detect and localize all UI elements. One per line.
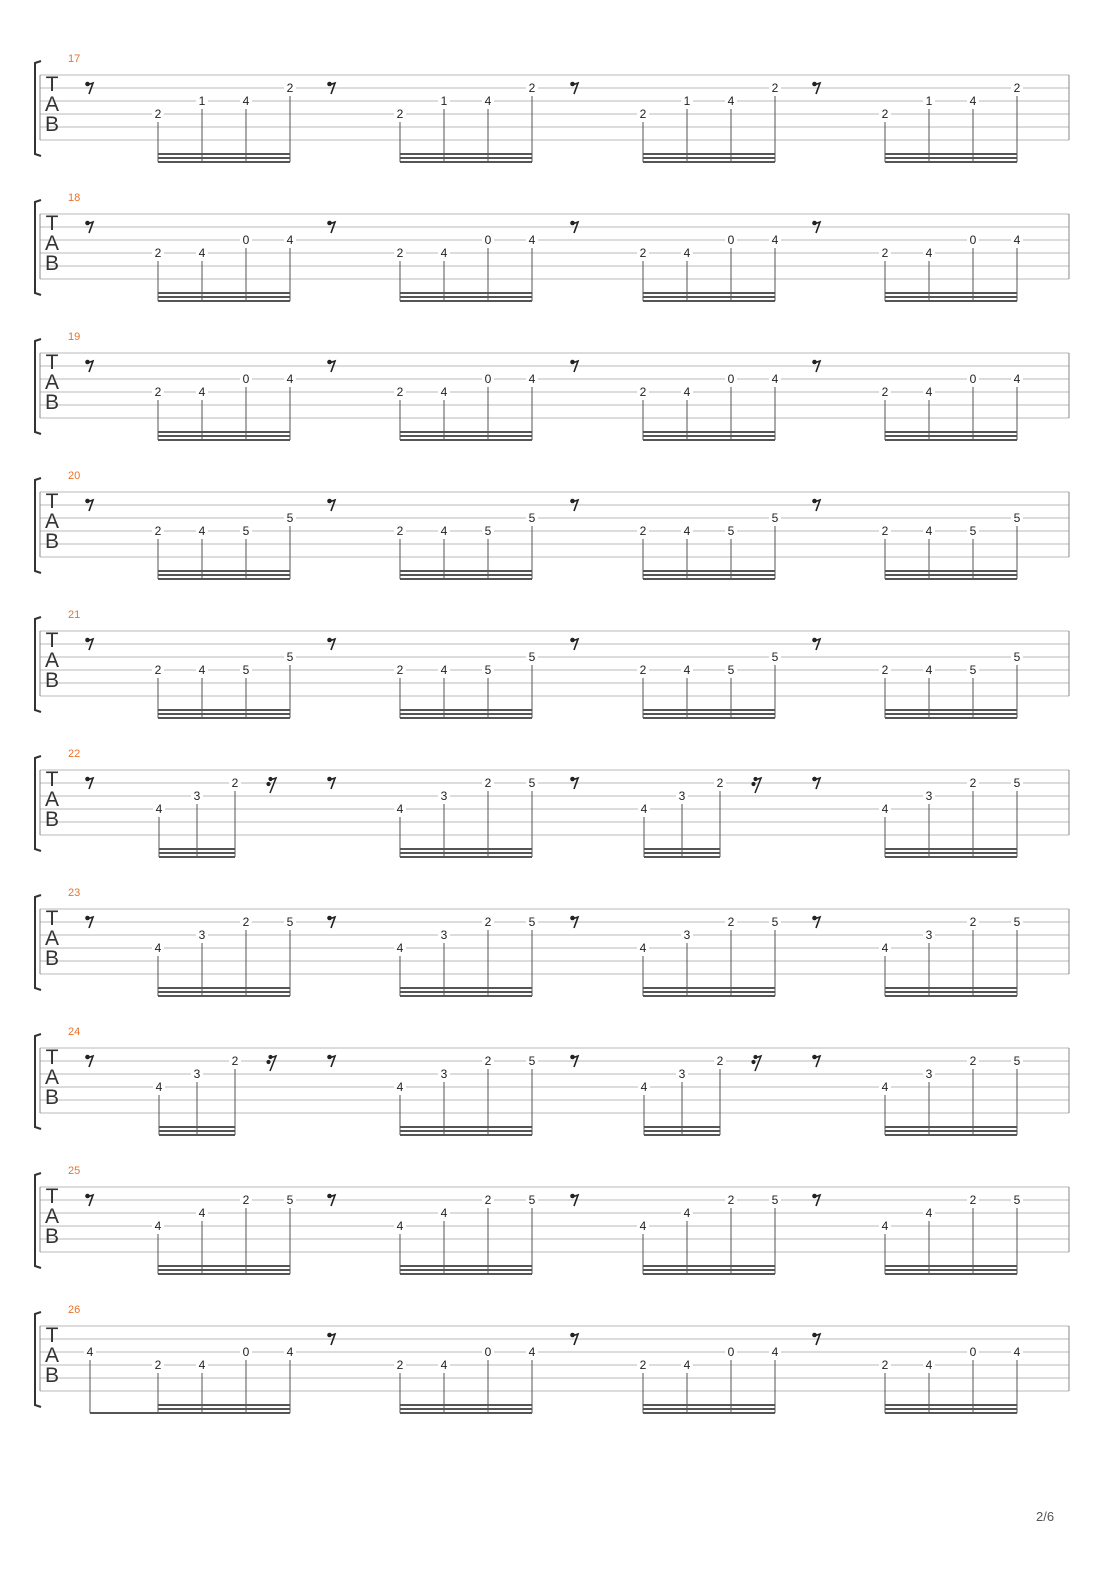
fret-number: 1 <box>683 94 691 108</box>
fret-number: 0 <box>969 233 977 247</box>
fret-number: 4 <box>771 1345 779 1359</box>
fret-number: 5 <box>771 1193 779 1207</box>
fret-number: 2 <box>881 385 889 399</box>
beat-group <box>327 1193 538 1274</box>
tab-system <box>35 748 1069 857</box>
fret-number: 2 <box>727 1193 735 1207</box>
tab-clef-letter: B <box>44 669 60 692</box>
beat-group <box>812 915 1023 996</box>
fret-number: 4 <box>86 1345 94 1359</box>
fret-number: 1 <box>198 94 206 108</box>
fret-number: 5 <box>528 776 536 790</box>
fret-number: 4 <box>198 1206 206 1220</box>
tab-clef-letter: A <box>44 788 60 811</box>
tab-system <box>35 609 1069 718</box>
fret-number: 4 <box>155 802 163 816</box>
fret-number: 2 <box>231 776 239 790</box>
fret-number: 5 <box>528 1193 536 1207</box>
beat-group <box>812 1054 1023 1135</box>
fret-number: 2 <box>969 915 977 929</box>
beat-group <box>85 915 296 996</box>
beat-group <box>812 221 1023 301</box>
fret-number: 0 <box>727 1345 735 1359</box>
beat-group <box>85 776 276 857</box>
beat-group <box>327 1333 538 1413</box>
tab-clef-letter: T <box>45 907 59 930</box>
fret-number: 2 <box>639 1358 647 1372</box>
beat-group <box>85 360 296 440</box>
fret-number: 4 <box>640 1080 648 1094</box>
fret-number: 2 <box>727 915 735 929</box>
fret-number: 2 <box>484 1193 492 1207</box>
fret-number: 0 <box>242 1345 250 1359</box>
fret-number: 2 <box>286 81 294 95</box>
fret-number: 3 <box>925 1067 933 1081</box>
fret-number: 4 <box>286 1345 294 1359</box>
fret-number: 2 <box>881 246 889 260</box>
tab-clef-letter: T <box>45 768 59 791</box>
tab-system <box>35 887 1069 996</box>
fret-number: 1 <box>925 94 933 108</box>
fret-number: 3 <box>193 1067 201 1081</box>
sixteenth-rest <box>266 1055 276 1071</box>
fret-number: 4 <box>639 941 647 955</box>
tab-clef-letter: A <box>44 927 60 950</box>
fret-number: 2 <box>242 1193 250 1207</box>
beat-group <box>570 81 781 162</box>
tab-clef-letter: A <box>44 93 60 116</box>
beat-group <box>812 1193 1023 1274</box>
fret-number: 4 <box>639 1219 647 1233</box>
tab-clef-letter: T <box>45 1046 59 1069</box>
fret-number: 5 <box>528 511 536 525</box>
beat-group <box>327 915 538 996</box>
fret-number: 2 <box>396 1358 404 1372</box>
fret-number: 5 <box>1013 1054 1021 1068</box>
fret-number: 2 <box>716 1054 724 1068</box>
fret-number: 5 <box>969 663 977 677</box>
measure-number: 19 <box>68 331 81 343</box>
beat-group <box>327 499 538 579</box>
tab-clef-letter: T <box>45 73 59 96</box>
fret-number: 4 <box>198 663 206 677</box>
fret-number: 2 <box>154 107 162 121</box>
fret-number: 2 <box>771 81 779 95</box>
fret-number: 5 <box>771 511 779 525</box>
sixteenth-rest <box>266 777 276 793</box>
tab-system <box>35 1304 1069 1413</box>
fret-number: 4 <box>683 385 691 399</box>
fret-number: 4 <box>925 246 933 260</box>
beat-group <box>570 360 781 440</box>
tab-clef-letter: B <box>44 1086 60 1109</box>
fret-number: 4 <box>925 524 933 538</box>
fret-number: 5 <box>1013 1193 1021 1207</box>
tab-system <box>35 1165 1069 1274</box>
beat-group <box>327 1054 538 1135</box>
fret-number: 3 <box>193 789 201 803</box>
tab-clef-letter: T <box>45 1324 59 1347</box>
tab-system <box>35 53 1069 162</box>
fret-number: 4 <box>640 802 648 816</box>
fret-number: 4 <box>154 1219 162 1233</box>
fret-number: 2 <box>154 1358 162 1372</box>
fret-number: 4 <box>925 1206 933 1220</box>
fret-number: 4 <box>286 372 294 386</box>
fret-number: 1 <box>440 94 448 108</box>
fret-number: 0 <box>727 372 735 386</box>
fret-number: 0 <box>727 233 735 247</box>
fret-number: 4 <box>396 1080 404 1094</box>
fret-number: 5 <box>528 915 536 929</box>
fret-number: 4 <box>1013 233 1021 247</box>
fret-number: 2 <box>484 776 492 790</box>
tab-clef-letter: T <box>45 490 59 513</box>
beat-group <box>84 1345 296 1413</box>
tab-clef-letter: A <box>44 232 60 255</box>
beat-group <box>570 915 781 996</box>
fret-number: 2 <box>528 81 536 95</box>
fret-number: 4 <box>683 663 691 677</box>
fret-number: 5 <box>286 650 294 664</box>
beat-group <box>327 221 538 301</box>
fret-number: 4 <box>286 233 294 247</box>
fret-number: 4 <box>484 94 492 108</box>
fret-number: 2 <box>484 915 492 929</box>
fret-number: 2 <box>639 524 647 538</box>
beat-group <box>85 499 296 579</box>
beat-group <box>570 499 781 579</box>
beat-group <box>85 1193 296 1274</box>
fret-number: 4 <box>881 1080 889 1094</box>
fret-number: 4 <box>155 1080 163 1094</box>
fret-number: 4 <box>771 233 779 247</box>
fret-number: 4 <box>154 941 162 955</box>
tab-clef-letter: A <box>44 1344 60 1367</box>
fret-number: 3 <box>198 928 206 942</box>
tab-clef-letter: A <box>44 649 60 672</box>
fret-number: 4 <box>881 1219 889 1233</box>
fret-number: 5 <box>286 1193 294 1207</box>
fret-number: 2 <box>1013 81 1021 95</box>
fret-number: 4 <box>528 1345 536 1359</box>
fret-number: 2 <box>242 915 250 929</box>
fret-number: 2 <box>154 246 162 260</box>
fret-number: 2 <box>396 385 404 399</box>
fret-number: 4 <box>771 372 779 386</box>
fret-number: 2 <box>396 246 404 260</box>
beat-group <box>85 1054 276 1135</box>
fret-number: 3 <box>683 928 691 942</box>
fret-number: 4 <box>198 1358 206 1372</box>
fret-number: 5 <box>1013 915 1021 929</box>
tab-clef-letter: B <box>44 1225 60 1248</box>
fret-number: 5 <box>727 524 735 538</box>
fret-number: 0 <box>969 1345 977 1359</box>
fret-number: 4 <box>683 524 691 538</box>
measure-number: 18 <box>68 192 81 204</box>
fret-number: 4 <box>528 372 536 386</box>
fret-number: 4 <box>440 1358 448 1372</box>
fret-number: 5 <box>528 1054 536 1068</box>
fret-number: 2 <box>396 524 404 538</box>
fret-number: 2 <box>881 107 889 121</box>
fret-number: 4 <box>925 1358 933 1372</box>
beat-group <box>327 776 538 857</box>
fret-number: 4 <box>242 94 250 108</box>
fret-number: 0 <box>484 372 492 386</box>
fret-number: 5 <box>727 663 735 677</box>
fret-number: 2 <box>716 776 724 790</box>
beat-group <box>812 499 1023 579</box>
tab-system <box>35 470 1069 579</box>
tab-clef-letter: B <box>44 1364 60 1387</box>
fret-number: 5 <box>286 915 294 929</box>
fret-number: 3 <box>440 1067 448 1081</box>
fret-number: 2 <box>639 385 647 399</box>
fret-number: 4 <box>440 1206 448 1220</box>
fret-number: 2 <box>396 663 404 677</box>
fret-number: 4 <box>440 385 448 399</box>
fret-number: 2 <box>639 246 647 260</box>
beat-group <box>570 1193 781 1274</box>
fret-number: 4 <box>727 94 735 108</box>
fret-number: 2 <box>396 107 404 121</box>
tab-clef-letter: B <box>44 530 60 553</box>
sixteenth-rest <box>751 1055 761 1071</box>
fret-number: 4 <box>969 94 977 108</box>
fret-number: 4 <box>683 1358 691 1372</box>
fret-number: 2 <box>639 663 647 677</box>
fret-number: 2 <box>881 663 889 677</box>
fret-number: 5 <box>969 524 977 538</box>
measure-number: 22 <box>68 748 81 760</box>
tab-system <box>35 192 1069 301</box>
fret-number: 4 <box>396 802 404 816</box>
fret-number: 4 <box>198 246 206 260</box>
fret-number: 2 <box>881 1358 889 1372</box>
fret-number: 3 <box>925 928 933 942</box>
fret-number: 0 <box>484 233 492 247</box>
fret-number: 2 <box>154 663 162 677</box>
fret-number: 0 <box>242 372 250 386</box>
fret-number: 5 <box>484 663 492 677</box>
tab-clef-letter: T <box>45 351 59 374</box>
fret-number: 2 <box>881 524 889 538</box>
fret-number: 4 <box>881 941 889 955</box>
fret-number: 2 <box>969 1054 977 1068</box>
fret-number: 2 <box>969 776 977 790</box>
sixteenth-rest <box>751 777 761 793</box>
tab-clef-letter: B <box>44 808 60 831</box>
fret-number: 3 <box>925 789 933 803</box>
fret-number: 4 <box>198 385 206 399</box>
tab-clef-letter: A <box>44 1205 60 1228</box>
fret-number: 5 <box>1013 650 1021 664</box>
fret-number: 4 <box>683 1206 691 1220</box>
fret-number: 4 <box>1013 1345 1021 1359</box>
fret-number: 0 <box>969 372 977 386</box>
fret-number: 2 <box>639 107 647 121</box>
tab-clef-letter: T <box>45 212 59 235</box>
beat-group <box>85 638 296 718</box>
fret-number: 5 <box>771 915 779 929</box>
tab-clef-letter: T <box>45 629 59 652</box>
tab-clef-letter: B <box>44 391 60 414</box>
fret-number: 4 <box>440 246 448 260</box>
beat-group <box>85 81 296 162</box>
beat-group <box>570 638 781 718</box>
fret-number: 5 <box>286 511 294 525</box>
fret-number: 5 <box>528 650 536 664</box>
fret-number: 4 <box>925 663 933 677</box>
measure-number: 21 <box>68 609 81 621</box>
tab-clef-letter: B <box>44 113 60 136</box>
beat-group <box>570 1054 761 1135</box>
fret-number: 5 <box>484 524 492 538</box>
fret-number: 4 <box>198 524 206 538</box>
fret-number: 4 <box>881 802 889 816</box>
beat-group <box>327 81 538 162</box>
tab-clef-letter: A <box>44 1066 60 1089</box>
fret-number: 5 <box>242 524 250 538</box>
fret-number: 3 <box>440 928 448 942</box>
fret-number: 0 <box>242 233 250 247</box>
fret-number: 4 <box>528 233 536 247</box>
fret-number: 0 <box>484 1345 492 1359</box>
beat-group <box>327 638 538 718</box>
fret-number: 5 <box>1013 511 1021 525</box>
beat-group <box>570 1333 781 1413</box>
measure-number: 17 <box>68 53 81 65</box>
beat-group <box>812 1333 1023 1413</box>
tab-clef-letter: A <box>44 510 60 533</box>
fret-number: 5 <box>242 663 250 677</box>
beat-group <box>85 221 296 301</box>
fret-number: 5 <box>1013 776 1021 790</box>
fret-number: 4 <box>683 246 691 260</box>
fret-number: 2 <box>154 385 162 399</box>
fret-number: 3 <box>678 789 686 803</box>
beat-group <box>327 360 538 440</box>
measure-number: 23 <box>68 887 81 899</box>
fret-number: 2 <box>231 1054 239 1068</box>
beat-group <box>812 81 1023 162</box>
tab-clef-letter: B <box>44 252 60 275</box>
fret-number: 5 <box>771 650 779 664</box>
tab-system <box>35 1026 1069 1135</box>
fret-number: 2 <box>969 1193 977 1207</box>
measure-number: 26 <box>68 1304 81 1316</box>
fret-number: 3 <box>678 1067 686 1081</box>
fret-number: 4 <box>396 1219 404 1233</box>
beat-group <box>570 776 761 857</box>
beat-group <box>812 638 1023 718</box>
page-number: 2/6 <box>1036 1509 1055 1524</box>
fret-number: 2 <box>484 1054 492 1068</box>
fret-number: 4 <box>440 524 448 538</box>
fret-number: 4 <box>1013 372 1021 386</box>
measure-number: 25 <box>68 1165 81 1177</box>
fret-number: 2 <box>154 524 162 538</box>
measure-number: 20 <box>68 470 81 482</box>
fret-number: 4 <box>440 663 448 677</box>
beat-group <box>812 360 1023 440</box>
tab-clef-letter: B <box>44 947 60 970</box>
tab-system <box>35 331 1069 440</box>
fret-number: 4 <box>396 941 404 955</box>
tab-clef-letter: A <box>44 371 60 394</box>
measure-number: 24 <box>68 1026 81 1038</box>
beat-group <box>812 776 1023 857</box>
beat-group <box>570 221 781 301</box>
tab-clef-letter: T <box>45 1185 59 1208</box>
fret-number: 4 <box>925 385 933 399</box>
fret-number: 3 <box>440 789 448 803</box>
